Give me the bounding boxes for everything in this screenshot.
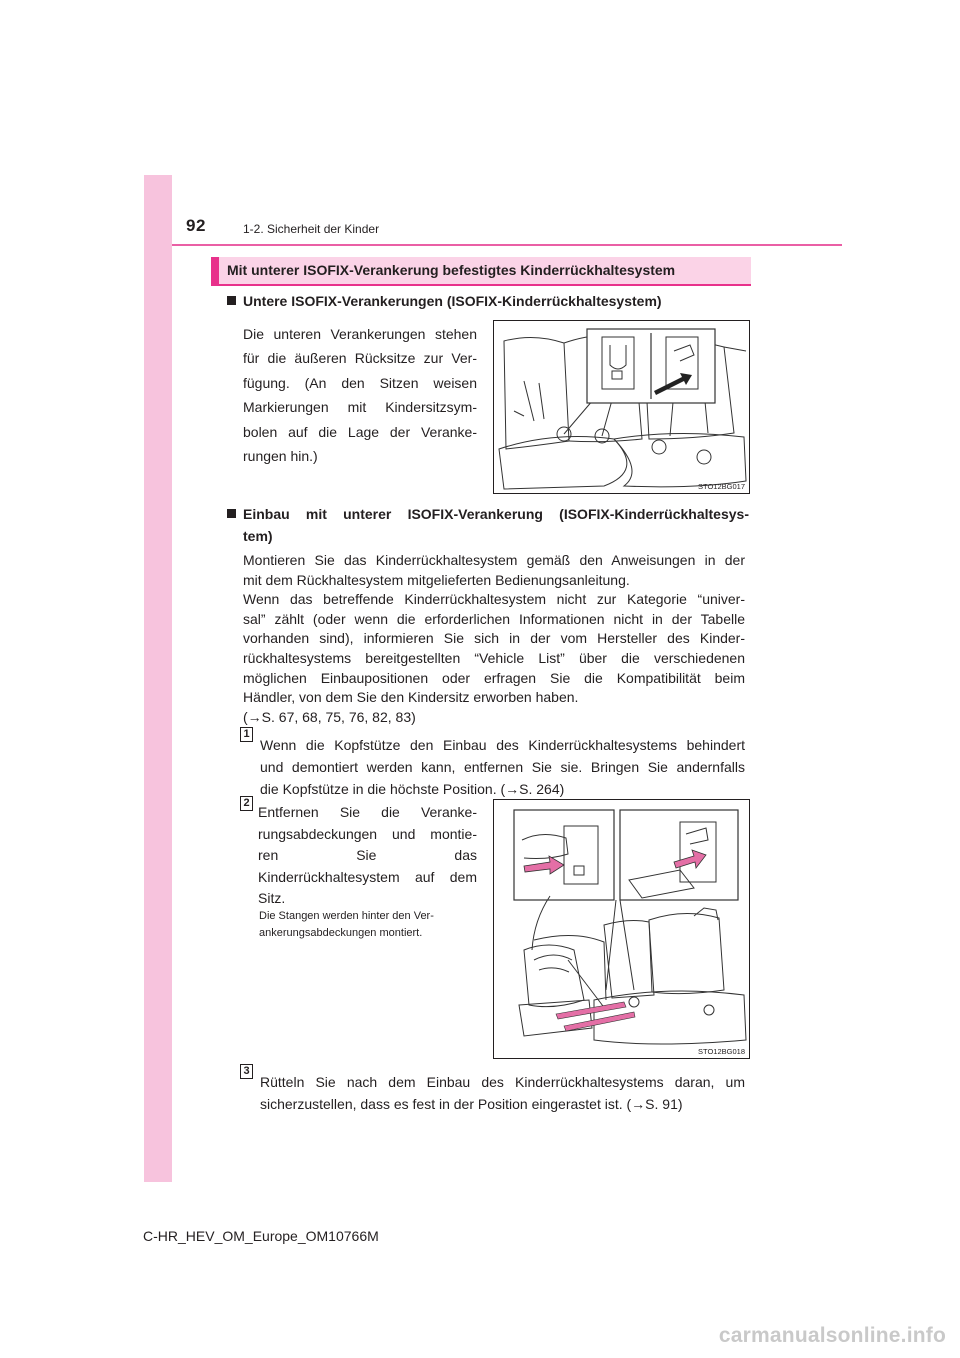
block2-paragraph	[243, 551, 745, 727]
text-line: Wenn das betreffende Kinderrückhaltesystem nicht zur Kategorie “univer-	[243, 591, 745, 608]
topic-title: Mit unterer ISOFIX-Verankerung befestigtes Kinderrückhaltesystem	[227, 262, 676, 278]
step-number-badge: 1	[240, 727, 253, 742]
text-line: (→S. 67, 68, 75, 76, 82, 83)	[243, 708, 416, 725]
figure-isofix-anchors	[493, 320, 750, 494]
step-number-badge: 3	[240, 1064, 253, 1079]
note-line: ankerungsabdeckungen montiert.	[259, 926, 423, 939]
header-rule	[172, 244, 842, 246]
text-line: rungen hin.)	[243, 448, 318, 465]
topic-title-box	[211, 257, 751, 284]
text-line: für die äußeren Rücksitze zur Ver-	[243, 350, 477, 367]
side-color-band	[144, 175, 172, 1182]
text-line: Die unteren Verankerungen stehen	[243, 326, 477, 342]
text-line: die Kopfstütze in die höchste Position. (→S. 264)	[260, 781, 565, 797]
text-line: Markierungen mit Kindersitzsym-	[243, 399, 477, 416]
block1-text	[243, 322, 477, 468]
step2-text	[258, 802, 477, 910]
block1-heading: Untere ISOFIX-Verankerungen (ISOFIX-Kinderrückhaltesystem)	[227, 290, 757, 312]
figure-label: STO12BG017	[698, 482, 745, 491]
text-line: Wenn die Kopfstütze den Einbau des Kinderrückhaltesystems behindert	[260, 737, 745, 753]
text-line: Entfernen Sie die Veranke-	[258, 804, 477, 820]
rear-seat-illustration	[494, 321, 749, 493]
note-line: Die Stangen werden hinter den Ver-	[259, 910, 434, 922]
bullet-square-icon	[227, 509, 236, 518]
text-line: möglichen Einbaupositionen oder erfragen Sie die Kompatibilität beim	[243, 669, 745, 686]
block2-heading: Einbau mit unterer ISOFIX-Verankerung (ISOFIX-Kinderrückhaltesys- tem)	[227, 503, 749, 547]
step-number-badge: 2	[240, 796, 253, 811]
text-line: Montieren Sie das Kinderrückhaltesystem gemäß den Anweisungen in der	[243, 552, 745, 568]
text-line: rückhaltesystems bereitgestellten “Vehicle List” über die verschiedenen	[243, 649, 745, 666]
text-line: rungsabdeckungen und montie-	[258, 825, 477, 842]
text-line: mit dem Rückhaltesystem mitgelieferten Bedienungsanleitung.	[243, 571, 630, 588]
text-line: ren Sie das	[258, 847, 477, 864]
text-line: sicherzustellen, dass es fest in der Position eingerastet ist. (→S. 91)	[260, 1096, 683, 1112]
step1-text	[260, 734, 745, 800]
text-line: Rütteln Sie nach dem Einbau des Kinderrückhaltesystems daran, um	[260, 1074, 745, 1090]
text-line: Kinderrückhaltesystem auf dem	[258, 868, 477, 885]
text-line: bolen auf die Lage der Veranke-	[243, 423, 477, 440]
section-title: 1-2. Sicherheit der Kinder	[243, 222, 380, 236]
page-number: 92	[186, 216, 206, 235]
child-seat-install-illustration	[494, 800, 749, 1058]
text-line: Händler, von dem Sie den Kindersitz erworben haben.	[243, 689, 579, 706]
text-line: fügung. (An den Sitzen weisen	[243, 374, 477, 391]
text-line: und demontiert werden kann, entfernen Sie sie. Bringen Sie andernfalls	[260, 759, 745, 775]
step2-note	[259, 908, 479, 941]
bullet-square-icon	[227, 296, 236, 305]
text-line: sal” zählt (oder wenn die erforderlichen Informationen nicht in der Tabelle	[243, 610, 745, 627]
text-line: vorhanden sind), informieren Sie sich in der vom Hersteller des Kinder-	[243, 630, 745, 647]
topic-accent-bar	[211, 257, 219, 284]
figure-label: STO12BG018	[698, 1047, 745, 1056]
step3-text	[260, 1071, 745, 1115]
text-line: Sitz.	[258, 890, 286, 907]
watermark: carmanualsonline.info	[718, 1324, 946, 1347]
figure-child-seat-install	[493, 799, 750, 1059]
topic-underline	[211, 284, 751, 286]
footer-document-id: C-HR_HEV_OM_Europe_OM10766M	[143, 1228, 379, 1244]
